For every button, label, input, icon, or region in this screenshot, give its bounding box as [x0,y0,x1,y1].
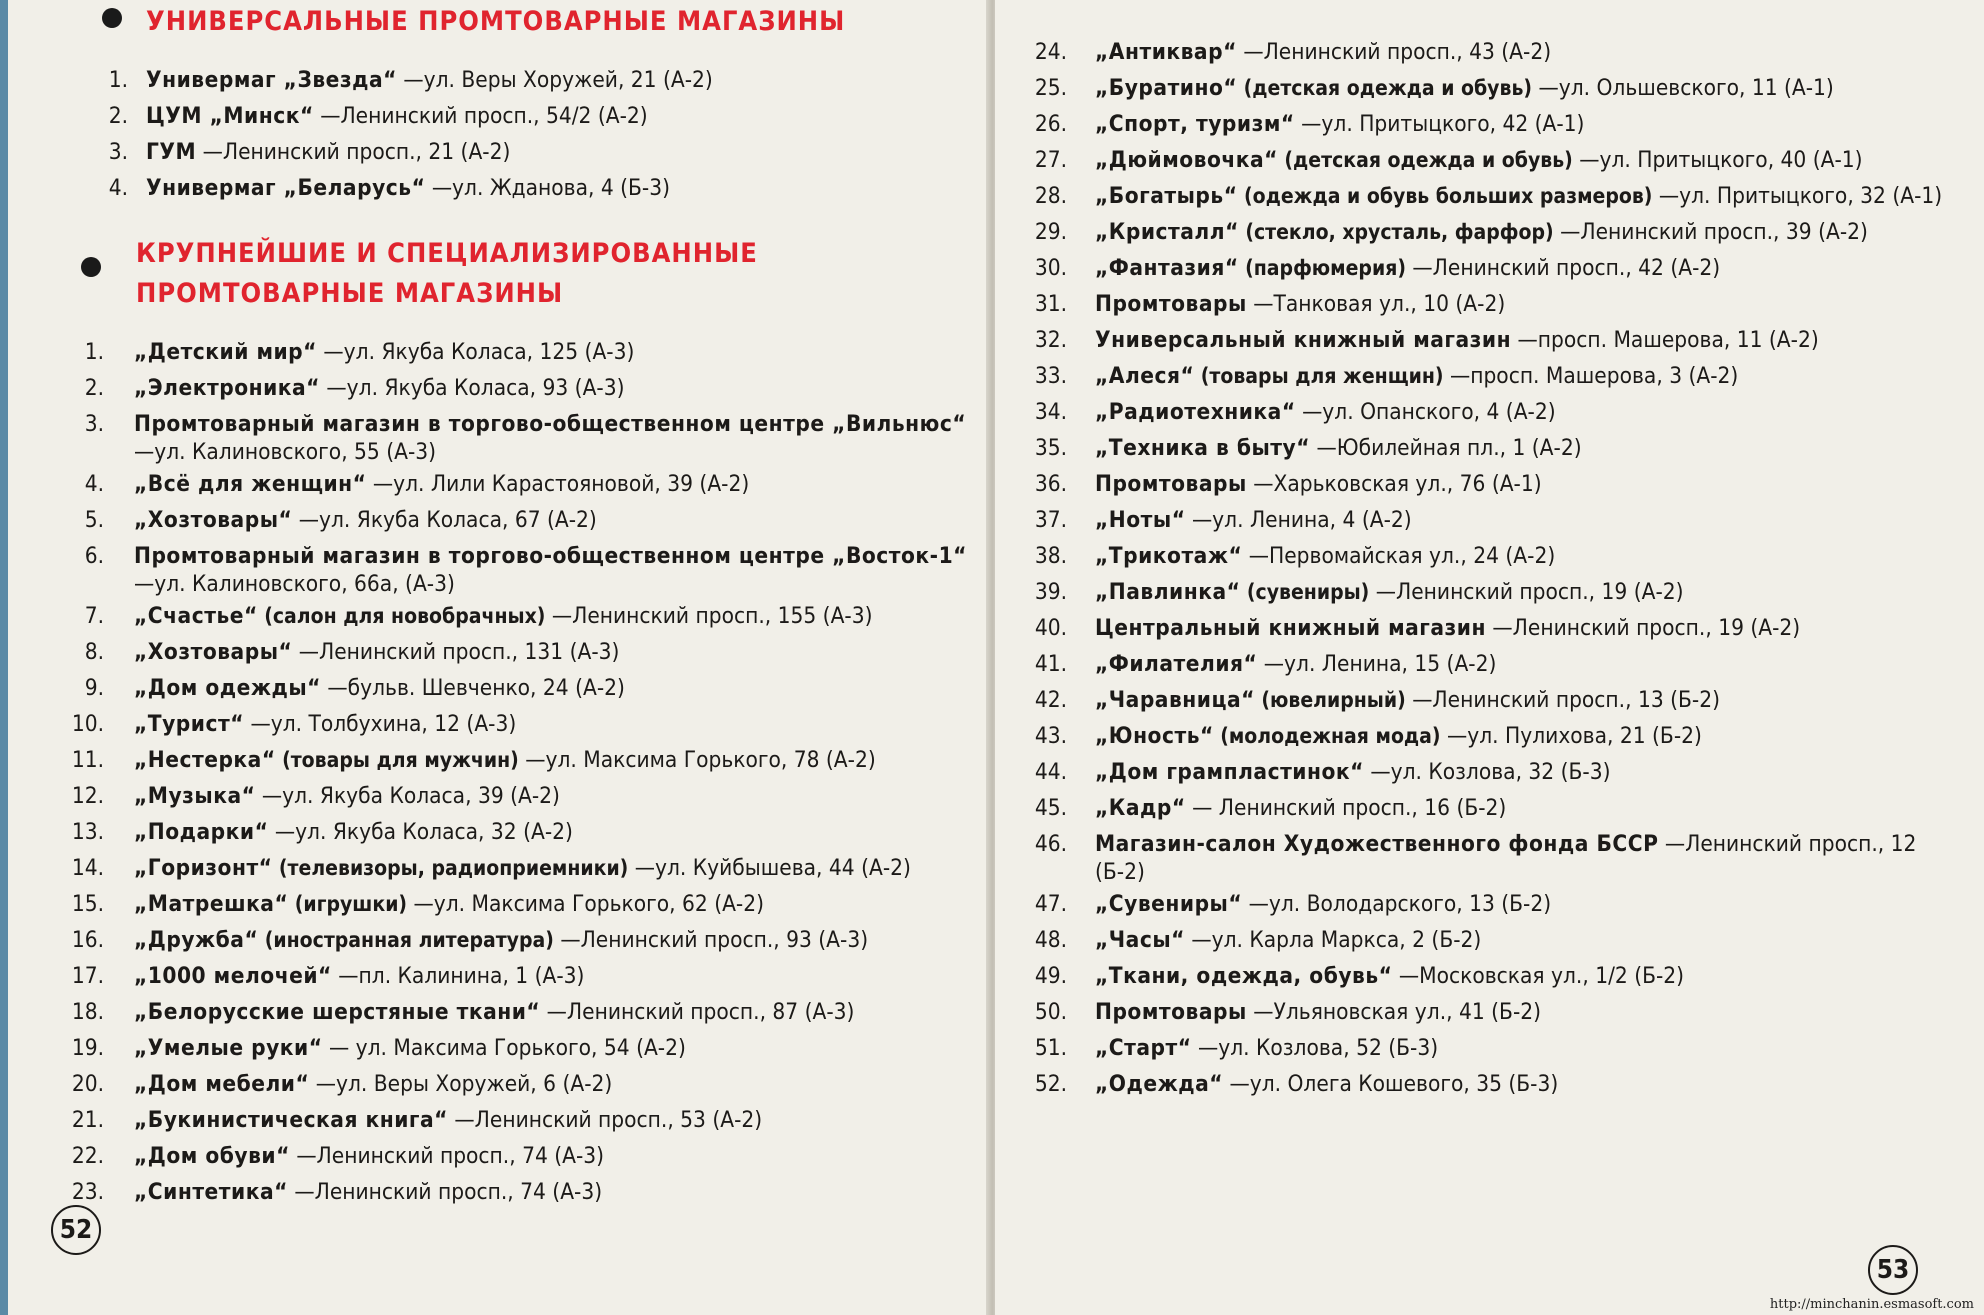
right-page [995,0,1984,1315]
store-name: „Белорусские шерстяные ткани“ [134,999,541,1025]
entry-number: 26. [1034,111,1067,137]
store-address: —ул. Якуба Коласа, 67 (А-2) [298,507,597,533]
store-name: „Одежда“ [1095,1071,1224,1097]
entry-number: 51. [1034,1035,1067,1061]
store-entry [1025,682,1950,718]
bullet-icon [81,257,101,277]
entry-number: 37. [1034,507,1067,533]
store-entry [1025,922,1950,958]
store-address: —ул. Якуба Коласа, 39 (А-2) [261,783,560,809]
store-entry [70,850,980,886]
store-entry [1025,754,1950,790]
store-entry [1025,1030,1950,1066]
store-address: —ул. Максима Горького, 78 (А-2) [525,747,876,773]
store-entry [1025,790,1950,826]
store-entry [1025,574,1950,610]
store-name: Универсальный книжный магазин [1095,327,1512,353]
store-name: „Антиквар“ [1095,39,1237,65]
page-number-53: 53 [1868,1245,1918,1295]
store-name: „Электроника“ [134,375,320,401]
store-address: —ул. Толбухина, 12 (А-3) [250,711,517,737]
store-name: ЦУМ „Минск“ [146,103,314,129]
bullet-icon [102,8,122,28]
store-name: Промтоварный магазин в торгово-общественном центре „Восток-1“ [134,543,967,569]
store-name: Магазин-салон Художественного фонда БССР [1095,831,1659,857]
store-entry [1025,466,1950,502]
store-name: „Счастье“ [134,603,258,629]
store-name: „Буратино“ [1095,75,1238,101]
store-entry [70,502,980,538]
store-address: —Ленинский просп., 93 (А-3) [560,927,869,953]
store-entry [1025,250,1950,286]
store-category: (телевизоры, радиоприемники) [278,856,629,880]
store-name: „Богатырь“ [1095,183,1238,209]
entry-number: 43. [1034,723,1067,749]
store-entry [1025,178,1950,214]
store-address: —Ленинский просп., 54/2 (А-2) [320,103,648,129]
entry-number: 1. [108,67,128,93]
store-category: (детская одежда и обувь) [1243,76,1533,100]
entry-number: 11. [71,747,104,773]
entry-number: 52. [1034,1071,1067,1097]
store-entry [1025,718,1950,754]
entry-number: 12. [71,783,104,809]
store-entry [70,670,980,706]
store-address: —Ленинский просп., 21 (А-2) [202,139,511,165]
store-address: —Ленинский просп., 39 (А-2) [1560,219,1868,245]
store-address: —Ленинский просп., 53 (А-2) [454,1107,763,1133]
store-address: —ул. Якуба Коласа, 32 (А-2) [274,819,573,845]
store-name: „Дом одежды“ [134,675,321,701]
store-entry [1025,106,1950,142]
entry-number: 3. [84,411,104,437]
entry-number: 24. [1034,39,1067,65]
entry-number: 2. [84,375,104,401]
watermark-url: http://minchanin.esmasoft.com [1769,1297,1974,1312]
section-title-universal: УНИВЕРСАЛЬНЫЕ ПРОМТОВАРНЫЕ МАГАЗИНЫ [146,6,846,37]
store-entry [1025,538,1950,574]
store-category: (парфюмерия) [1245,256,1406,280]
store-address: —Танковая ул., 10 (А-2) [1253,291,1506,317]
store-address: —ул. Опанского, 4 (А-2) [1302,399,1556,425]
store-entry [70,466,980,502]
entry-number: 31. [1034,291,1067,317]
entry-number: 36. [1034,471,1067,497]
store-address: —ул. Козлова, 32 (Б-3) [1370,759,1611,785]
store-category: (иностранная литература) [264,928,554,952]
entry-number: 4. [108,175,128,201]
store-entry [1025,430,1950,466]
entry-number: 49. [1034,963,1067,989]
entry-number: 48. [1034,927,1067,953]
store-entry [70,538,980,598]
entry-number: 42. [1034,687,1067,713]
entry-number: 32. [1034,327,1067,353]
store-category: (товары для женщин) [1200,364,1444,388]
entry-number: 20. [71,1071,104,1097]
store-entry [94,134,954,170]
store-category: (детская одежда и обувь) [1284,148,1573,172]
entry-number: 25. [1034,75,1067,101]
store-address: —ул. Жданова, 4 (Б-3) [431,175,671,201]
store-address: — Ленинский просп., 16 (Б-2) [1192,795,1507,821]
entry-number: 9. [84,675,104,701]
store-category: (молодежная мода) [1220,724,1441,748]
entry-number: 7. [84,603,104,629]
entry-number: 13. [71,819,104,845]
store-entry [70,742,980,778]
store-address: —Ленинский просп., 19 (А-2) [1492,615,1801,641]
store-entry [1025,70,1950,106]
section-title-specialized-line2: ПРОМТОВАРНЫЕ МАГАЗИНЫ [136,278,564,309]
store-name: Промтоварный магазин в торгово-общественном центре „Вильнюс“ [134,411,967,437]
entry-number: 19. [71,1035,104,1061]
store-entry [70,1138,980,1174]
store-name: „Букинистическая книга“ [134,1107,448,1133]
store-name: „Ткани, одежда, обувь“ [1095,963,1393,989]
store-name: „Синтетика“ [134,1179,288,1205]
store-address: —ул. Куйбышева, 44 (А-2) [634,855,911,881]
store-category: (ювелирный) [1261,688,1406,712]
store-category: (салон для новобрачных) [264,604,546,628]
store-address: —ул. Калиновского, 66а, (А-3) [134,571,455,597]
entry-number: 22. [71,1143,104,1169]
store-entry [1025,646,1950,682]
store-name: Универмаг „Беларусь“ [146,175,426,201]
store-address: —Ленинский просп., 131 (А-3) [298,639,620,665]
store-address: —ул. Притыцкого, 40 (А-1) [1579,147,1863,173]
store-address: —пл. Калинина, 1 (А-3) [338,963,585,989]
entry-number: 3. [108,139,128,165]
store-entry [94,62,954,98]
store-name: „Кадр“ [1095,795,1186,821]
store-name: „Старт“ [1095,1035,1192,1061]
store-name: „Юность“ [1095,723,1214,749]
store-entry [70,1030,980,1066]
entry-number: 50. [1034,999,1067,1025]
store-entry [1025,322,1950,358]
store-entry [70,814,980,850]
store-name: „Горизонт“ [134,855,273,881]
entry-number: 16. [71,927,104,953]
store-name: ГУМ [146,139,197,165]
entry-number: 18. [71,999,104,1025]
store-name: „Дом грампластинок“ [1095,759,1364,785]
store-name: „Подарки“ [134,819,269,845]
store-name: „Хозтовары“ [134,639,293,665]
store-address: —Ленинский просп., 74 (А-3) [294,1179,603,1205]
entry-number: 10. [71,711,104,737]
store-name: „Чаравница“ [1095,687,1255,713]
entry-number: 8. [84,639,104,665]
store-entry [94,170,954,206]
store-name: „Радиотехника“ [1095,399,1296,425]
entry-number: 14. [71,855,104,881]
store-name: „Музыка“ [134,783,256,809]
store-name: Промтовары [1095,291,1247,317]
store-entry [94,98,954,134]
specialized-store-list [70,334,980,1210]
store-entry [1025,994,1950,1030]
store-name: „Дом мебели“ [134,1071,310,1097]
store-address: —ул. Ленина, 4 (А-2) [1191,507,1412,533]
store-address: —ул. Якуба Коласа, 93 (А-3) [326,375,625,401]
store-name: Промтовары [1095,999,1247,1025]
store-entry [1025,286,1950,322]
store-address: —бульв. Шевченко, 24 (А-2) [327,675,625,701]
store-name: „Ноты“ [1095,507,1186,533]
store-name: „Турист“ [134,711,245,737]
store-entry [1025,958,1950,994]
store-entry [1025,394,1950,430]
store-entry [70,370,980,406]
store-entry [70,886,980,922]
store-name: „Павлинка“ [1095,579,1241,605]
store-category: (стекло, хрусталь, фарфор) [1245,220,1554,244]
store-name: „Спорт, туризм“ [1095,111,1295,137]
store-category: (игрушки) [294,892,408,916]
store-name: „Дюймовочка“ [1095,147,1278,173]
store-category: (одежда и обувь больших размеров) [1243,184,1653,208]
store-address: —Первомайская ул., 24 (А-2) [1248,543,1556,569]
store-name: „Фантазия“ [1095,255,1239,281]
store-name: „Матрешка“ [134,891,289,917]
entry-number: 41. [1034,651,1067,677]
store-entry [1025,358,1950,394]
store-entry [70,406,980,466]
store-entry [1025,502,1950,538]
store-list-continued [1025,34,1950,1102]
store-address: —ул. Веры Хоружей, 6 (А-2) [315,1071,613,1097]
store-entry [1025,1066,1950,1102]
entry-number: 29. [1034,219,1067,245]
store-name: Центральный книжный магазин [1095,615,1486,641]
entry-number: 44. [1034,759,1067,785]
store-name: „1000 мелочей“ [134,963,332,989]
store-address: —Ленинский просп., 42 (А-2) [1412,255,1721,281]
store-name: „Дом обуви“ [134,1143,290,1169]
store-address: —Ленинский просп., 12 (Б-2) [1095,831,1917,885]
store-entry [70,1174,980,1210]
store-entry [70,958,980,994]
store-entry [1025,826,1950,886]
store-address: —ул. Козлова, 52 (Б-3) [1198,1035,1439,1061]
store-name: „Алеся“ [1095,363,1195,389]
universal-store-list [94,62,954,206]
store-address: —ул. Калиновского, 55 (А-3) [134,439,437,465]
store-address: —ул. Притыцкого, 32 (А-1) [1658,183,1943,209]
store-name: „Филателия“ [1095,651,1258,677]
store-address: —ул. Максима Горького, 62 (А-2) [413,891,765,917]
store-name: „Часы“ [1095,927,1185,953]
entry-number: 28. [1034,183,1067,209]
store-entry [70,598,980,634]
entry-number: 17. [71,963,104,989]
entry-number: 30. [1034,255,1067,281]
store-entry [70,1066,980,1102]
page-number-52: 52 [51,1205,101,1255]
store-address: —ул. Притыцкого, 42 (А-1) [1301,111,1585,137]
entry-number: 6. [84,543,104,569]
entry-number: 5. [84,507,104,533]
store-address: —ул. Якуба Коласа, 125 (А-3) [323,339,635,365]
entry-number: 1. [84,339,104,365]
store-address: —Московская ул., 1/2 (Б-2) [1398,963,1685,989]
store-address: —просп. Машерова, 3 (А-2) [1449,363,1739,389]
entry-number: 45. [1034,795,1067,821]
store-entry [1025,142,1950,178]
store-name: „Сувениры“ [1095,891,1243,917]
store-entry [70,334,980,370]
entry-number: 4. [84,471,104,497]
entry-number: 27. [1034,147,1067,173]
entry-number: 15. [71,891,104,917]
store-address: —ул. Ленина, 15 (А-2) [1263,651,1497,677]
entry-number: 38. [1034,543,1067,569]
store-address: —Ленинский просп., 87 (А-3) [546,999,855,1025]
store-address: —ул. Карла Маркса, 2 (Б-2) [1191,927,1482,953]
store-address: —ул. Пулихова, 21 (Б-2) [1447,723,1702,749]
store-address: —Ленинский просп., 155 (А-3) [551,603,873,629]
store-address: —ул. Веры Хоружей, 21 (А-2) [403,67,713,93]
entry-number: 39. [1034,579,1067,605]
store-address: —Харьковская ул., 76 (А-1) [1253,471,1542,497]
store-entry [1025,886,1950,922]
store-address: —Юбилейная пл., 1 (А-2) [1316,435,1582,461]
store-name: „Кристалл“ [1095,219,1239,245]
store-address: —просп. Машерова, 11 (А-2) [1517,327,1819,353]
store-address: —ул. Володарского, 13 (Б-2) [1248,891,1552,917]
store-name: Промтовары [1095,471,1247,497]
store-entry [70,634,980,670]
store-entry [70,706,980,742]
store-entry [1025,214,1950,250]
store-entry [1025,34,1950,70]
store-name: „Трикотаж“ [1095,543,1243,569]
store-address: —ул. Лили Карастояновой, 39 (А-2) [372,471,750,497]
store-entry [1025,610,1950,646]
store-name: „Детский мир“ [134,339,317,365]
entry-number: 34. [1034,399,1067,425]
store-name: „Техника в быту“ [1095,435,1311,461]
store-category: (товары для мужчин) [282,748,519,772]
store-address: —Ульяновская ул., 41 (Б-2) [1253,999,1542,1025]
store-name: „Нестерка“ [134,747,276,773]
store-name: „Всё для женщин“ [134,471,367,497]
entry-number: 35. [1034,435,1067,461]
store-name: „Дружба“ [134,927,259,953]
store-address: —ул. Ольшевского, 11 (А-1) [1538,75,1834,101]
store-address: —Ленинский просп., 13 (Б-2) [1412,687,1721,713]
store-entry [70,778,980,814]
left-page [8,0,993,1315]
store-address: —Ленинский просп., 43 (А-2) [1243,39,1552,65]
store-name: Универмаг „Звезда“ [146,67,397,93]
store-entry [70,994,980,1030]
entry-number: 23. [71,1179,104,1205]
entry-number: 33. [1034,363,1067,389]
section-title-specialized-line1: КРУПНЕЙШИЕ И СПЕЦИАЛИЗИРОВАННЫЕ [136,238,758,269]
store-entry [70,922,980,958]
store-address: —Ленинский просп., 74 (А-3) [296,1143,605,1169]
store-address: — ул. Максима Горького, 54 (А-2) [328,1035,686,1061]
store-entry [70,1102,980,1138]
entry-number: 40. [1034,615,1067,641]
store-name: „Умелые руки“ [134,1035,323,1061]
entry-number: 21. [71,1107,104,1133]
entry-number: 46. [1034,831,1067,857]
entry-number: 2. [108,103,128,129]
store-address: —Ленинский просп., 19 (А-2) [1375,579,1684,605]
store-address: —ул. Олега Кошевого, 35 (Б-3) [1229,1071,1559,1097]
store-name: „Хозтовары“ [134,507,293,533]
store-category: (сувениры) [1246,580,1370,604]
entry-number: 47. [1034,891,1067,917]
